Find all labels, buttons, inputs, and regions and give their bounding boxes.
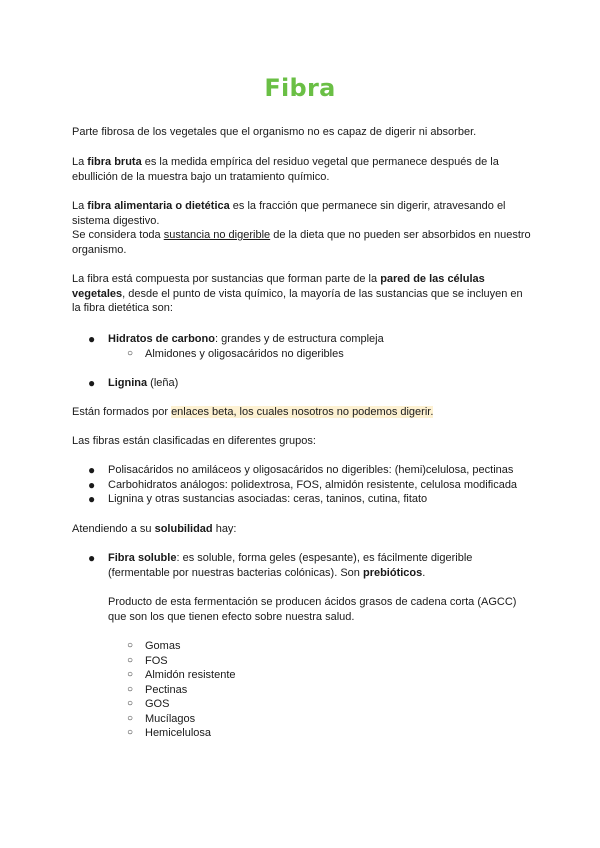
highlighted-text: enlaces beta, los cuales nosotros no podemos digerir. (171, 406, 434, 418)
solubilidad-paragraph: Atendiendo a su solubilidad hay: (72, 523, 237, 535)
sublist-item: Hemicelulosa (145, 727, 212, 739)
fibra-alimentaria-paragraph: La fibra alimentaria o dietética es la fracción que permanece sin digerir, atravesando el sistema digestivo. (72, 200, 506, 227)
intro-paragraph: Parte fibrosa de los vegetales que el organismo no es capaz de digerir ni absorber. (72, 126, 477, 138)
bullet-icon: ● (88, 463, 96, 477)
page-title: Fibra (264, 74, 336, 102)
producto-paragraph: Producto de esta fermentación se producen ácidos grasos de cadena corta (AGCC) que son los que tienen efecto sobre nuestra salud. (108, 596, 517, 623)
circle-bullet-icon: ○ (127, 348, 134, 359)
list-item-lignina: Lignina (leña) (108, 377, 179, 389)
clasificadas-paragraph: Las fibras están clasificadas en diferentes grupos: (72, 435, 316, 447)
list-item-grupo: Polisacáridos no amiláceos y oligosacáridos no digeribles: (hemi)celulosa, pectinas (108, 464, 514, 476)
circle-bullet-icon: ○ (127, 669, 134, 680)
sublist-item: Gomas (145, 640, 181, 652)
list-item-grupo: Lignina y otras sustancias asociadas: ceras, taninos, cutina, fitato (108, 493, 428, 505)
circle-bullet-icon: ○ (127, 698, 134, 709)
bullet-icon: ● (88, 332, 96, 346)
fibra-bruta-paragraph: La fibra bruta es la medida empírica del residuo vegetal que permanece después de la ebullición de la muestra bajo un tratamiento químico. (72, 156, 499, 183)
composicion-paragraph: La fibra está compuesta por sustancias que forman parte de la pared de las células vegetales, desde el punto de vista químico, la mayoría de las sustancias que se incluyen en la fibra dietética son: (72, 273, 523, 315)
list-item-hidratos: Hidratos de carbono: grandes y de estructura compleja (108, 333, 384, 345)
circle-bullet-icon: ○ (127, 655, 134, 666)
circle-bullet-icon: ○ (127, 684, 134, 695)
circle-bullet-icon: ○ (127, 727, 134, 738)
list-item-fibra-soluble: Fibra soluble: es soluble, forma geles (espesante), es fácilmente digerible (fermentable por nuestras bacterias colónicas). Son prebióticos. (108, 552, 473, 579)
se-considera-paragraph: Se considera toda sustancia no digerible de la dieta que no pueden ser absorbidos en nuestro organismo. (72, 229, 531, 256)
bullet-icon: ● (88, 492, 96, 506)
list-item-grupo: Carbohidratos análogos: polidextrosa, FOS, almidón resistente, celulosa modificada (108, 479, 518, 491)
bullet-icon: ● (88, 551, 96, 565)
sublist-item: FOS (145, 655, 168, 667)
sublist-item: Mucílagos (145, 713, 196, 725)
enlaces-paragraph: Están formados por enlaces beta, los cuales nosotros no podemos digerir. (72, 406, 434, 418)
bullet-icon: ● (88, 376, 96, 390)
sublist-item-almidones: Almidones y oligosacáridos no digeribles (145, 348, 344, 360)
sublist-item: Almidón resistente (145, 669, 236, 681)
circle-bullet-icon: ○ (127, 713, 134, 724)
circle-bullet-icon: ○ (127, 640, 134, 651)
bullet-icon: ● (88, 478, 96, 492)
sublist-item: GOS (145, 698, 170, 710)
sublist-item: Pectinas (145, 684, 188, 696)
